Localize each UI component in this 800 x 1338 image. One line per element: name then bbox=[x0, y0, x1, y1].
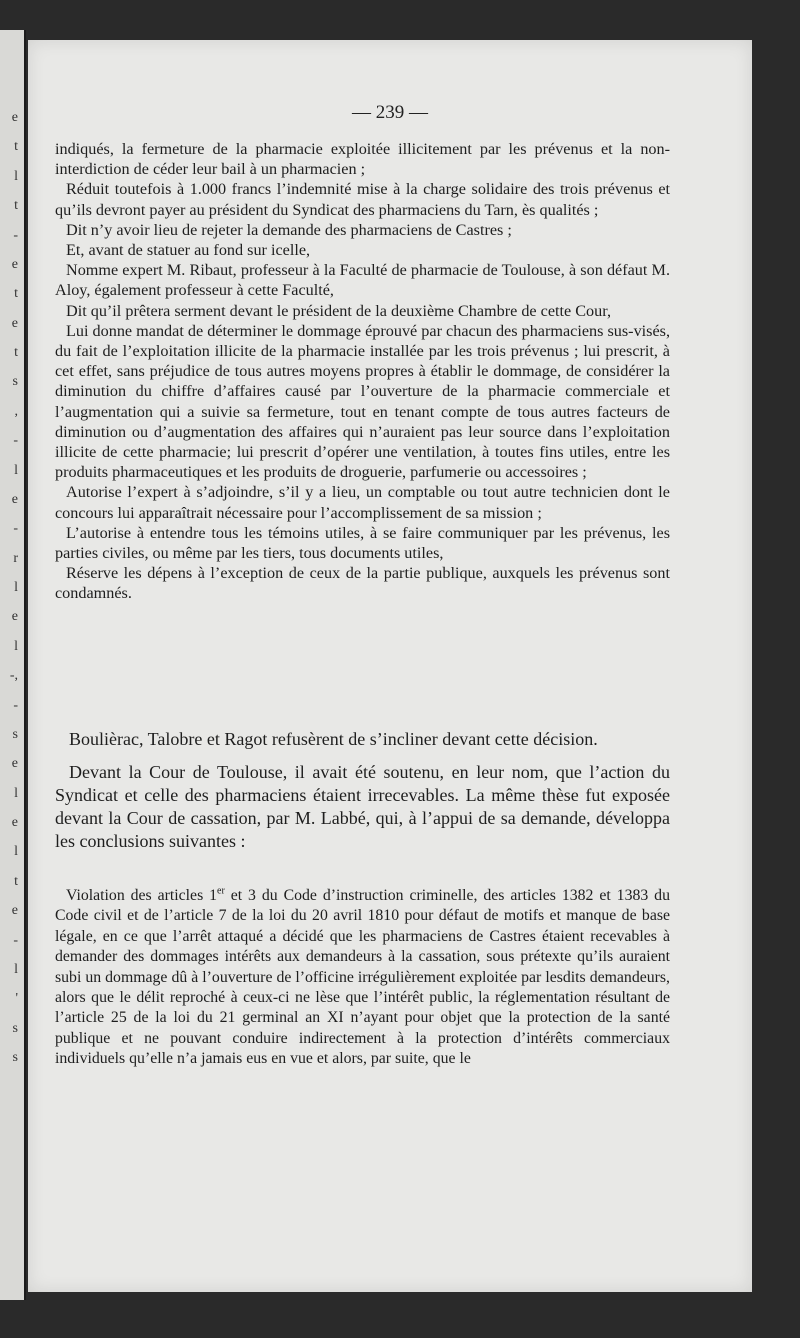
adjacent-page-fragment: - bbox=[13, 697, 18, 713]
adjacent-page-fragment: - bbox=[13, 932, 18, 948]
ordinal-superscript: er bbox=[217, 885, 225, 897]
adjacent-page-fragment: , bbox=[14, 403, 18, 419]
ruling-paragraph: Dit qu’il prêtera serment devant le président de la deuxième Chambre de cette Cour, bbox=[66, 301, 612, 320]
conclusions-text bbox=[55, 886, 670, 1070]
adjacent-page-fragment: l bbox=[14, 638, 18, 654]
adjacent-page-fragment: e bbox=[11, 315, 18, 331]
narrative-paragraph: Boulièrac, Talobre et Ragot refusèrent de s’incliner devant cette décision. bbox=[69, 729, 598, 749]
adjacent-page-fragment: s bbox=[12, 726, 18, 742]
ruling-paragraph: Réduit toutefois à 1.000 francs l’indemnité mise à la charge solidaire des trois prévenus et qu’ils devront payer au président du Syndicat des pharmaciens du Tarn, ès qualités ; bbox=[55, 180, 670, 219]
adjacent-page-fragment: e bbox=[11, 491, 18, 507]
adjacent-page-edge bbox=[0, 30, 26, 1300]
ruling-text bbox=[55, 139, 670, 604]
adjacent-page-fragment: e bbox=[11, 756, 18, 772]
page-number: — 239 — bbox=[352, 102, 428, 123]
adjacent-page-fragment: t bbox=[14, 286, 18, 302]
conclusions-rest: et 3 du Code d’instruction criminelle, des articles 1382 et 1383 du Code civil et de l’article 7 de la loi du 20 avril 1810 pour défaut de motifs et manque de base légale, en ce que l’arrêt attaqué a décidé que les pharmaciens de Castres étaient recevables à demander des dommages intérêts aux demandeurs à la cassation, sous prétexte qu’ils auraient subi un dommage dû à l’ouverture de l’officine irrégulièrement exploitée par lesdits demandeurs, alors que le délit reproché à ceux-ci ne lèse que l’intérêt public, la réglementation résultant de l’article 25 de la loi du 21 germinal an XI n’ayant pour objet que la protection de la santé publique et ne pouvant conduire indirectement à la protection d’intérêts commerciaux individuels qu’elle n’a jamais eus en vue et alors, par suite, que le bbox=[55, 887, 670, 1068]
adjacent-page-fragment: e bbox=[11, 903, 18, 919]
adjacent-page-fragment: t bbox=[14, 139, 18, 155]
adjacent-page-fragment: - bbox=[13, 521, 18, 537]
ruling-paragraph: Autorise l’expert à s’adjoindre, s’il y a lieu, un comptable ou tout autre technicien dont le concours lui apparaîtrait nécessaire pour l’accomplissement de sa mission ; bbox=[55, 483, 670, 522]
adjacent-page-fragment: t bbox=[14, 345, 18, 360]
adjacent-page-fragment: s bbox=[12, 1020, 18, 1036]
conclusions-paragraph bbox=[55, 886, 670, 1070]
ruling-paragraph: Et, avant de statuer au fond sur icelle, bbox=[66, 241, 311, 260]
ruling-paragraph: L’autorise à entendre tous les témoins utiles, à se faire communiquer par les prévenus, les parties civiles, ou même par les tiers, tous documents utiles, bbox=[55, 523, 670, 563]
adjacent-page-fragment: l bbox=[14, 580, 18, 595]
adjacent-page-fragment: l bbox=[14, 961, 18, 977]
ruling-paragraph: indiqués, la fermeture de la pharmacie exploitée illicitement par les prévenus et la non-interdiction de céder leur bail à un pharmacien ; bbox=[55, 140, 670, 179]
adjacent-page-fragment: l bbox=[14, 785, 18, 801]
adjacent-page-fragment: s bbox=[12, 1050, 18, 1065]
adjacent-page-fragment: e bbox=[11, 609, 18, 625]
adjacent-page-fragment: e bbox=[11, 256, 18, 272]
adjacent-page-fragment: l bbox=[14, 844, 18, 860]
narrative-text bbox=[55, 728, 670, 853]
adjacent-page-fragment: e bbox=[11, 815, 18, 830]
adjacent-page-fragment: l bbox=[14, 168, 18, 184]
narrative-paragraph: Devant la Cour de Toulouse, il avait été soutenu, en leur nom, que l’action du Syndicat et celle des pharmaciens étaient irrecevables. La même thèse fut exposée devant la Cour de cassation, par M. Labbé, qui, à l’appui de sa demande, développa les conclusions suivantes : bbox=[55, 762, 670, 851]
adjacent-page-fragment: r bbox=[13, 550, 18, 566]
adjacent-page-fragment: t bbox=[14, 873, 18, 889]
adjacent-page-fragment: - bbox=[13, 433, 18, 449]
adjacent-page-fragment: e bbox=[11, 110, 18, 125]
adjacent-page-fragment: l bbox=[14, 462, 18, 478]
ruling-paragraph: Réserve les dépens à l’exception de ceux de la partie publique, auxquels les prévenus sont condamnés. bbox=[55, 564, 670, 603]
adjacent-page-fragment: s bbox=[12, 374, 18, 390]
ruling-paragraph: Dit n’y avoir lieu de rejeter la demande des pharmaciens de Castres ; bbox=[66, 220, 512, 239]
ruling-paragraph: Nomme expert M. Ribaut, professeur à la Faculté de pharmacie de Toulouse, à son défaut M. Aloy, également professeur à cette Faculté, bbox=[55, 261, 670, 300]
book-page bbox=[28, 40, 752, 1292]
adjacent-page-fragment: - bbox=[13, 227, 18, 243]
adjacent-page-fragment: -, bbox=[9, 668, 18, 684]
conclusions-start: Violation des articles 1 bbox=[66, 887, 218, 904]
adjacent-page-fragment: t bbox=[14, 198, 18, 214]
adjacent-page-fragment: ' bbox=[15, 991, 18, 1007]
ruling-paragraph: Lui donne mandat de déterminer le dommage éprouvé par chacun des pharmaciens sus-visés, du fait de l’exploitation illicite de la pharmacie installée par les trois prévenus ; lui prescrit, à cet effet, sans préjudice de tous autres moyens propres à établir le dommage, de considérer la diminution du chiffre d’affaires causé par l’ouverture de la pharmacie commerciale et l’augmentation qui a suivie sa fermeture, tout en tenant compte de tous autres facteurs de diminution ou d’augmentation des affaires qui n’auraient pas leur source dans l’exploitation illicite de cette pharmacie; lui prescrit d’opérer une ventilation, à toutes fins utiles, entre les produits pharmaceutiques et les produits de droguerie, parfumerie ou accessoires ; bbox=[55, 321, 670, 482]
